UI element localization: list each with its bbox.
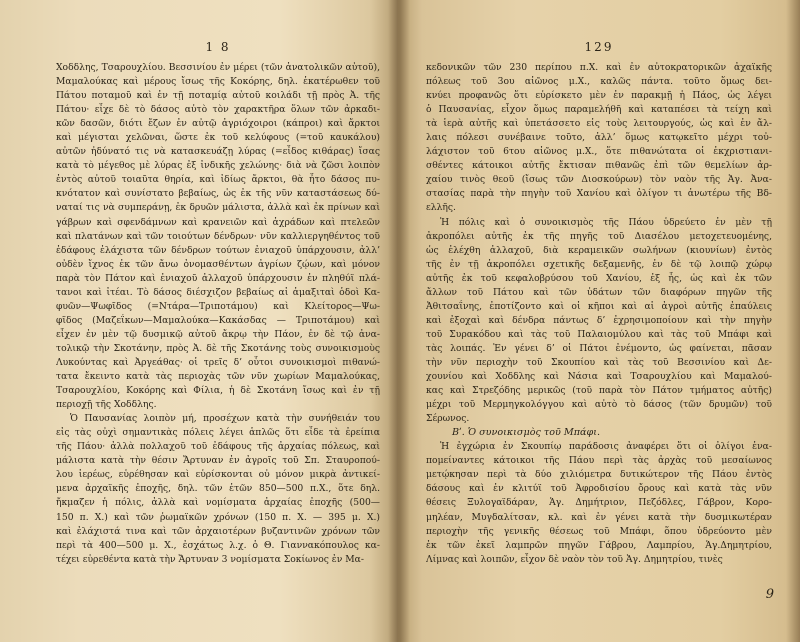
right-paragraph-2	[426, 216, 772, 427]
text-line: μάλιστα κατὰ τὴν θέσιν Ἄρτυναν ἐν ἀγροῖς τοῦ Σπ. Σταυροπού-	[56, 455, 380, 467]
text-line: μέχρι τοῦ Μερμηγκολόγγου καὶ αὐτὸ τὸ δάσος (τῶν δρυμῶν) τοῦ	[426, 399, 772, 411]
text-line: τέχει εὑρεθέντα κατὰ τὴν Ἄρτυναν 3 νομίσματα Σοκίωνος ἐν Μα-	[56, 553, 364, 565]
text-line: Σέρωνος.	[426, 413, 470, 425]
text-line: ἐντὸς αὐτοῦ τοιαῦτα θηρία, καὶ ἰδίως ἄρκτοι, θὰ ἦτο δάσος πυ-	[56, 174, 380, 186]
signature-mark: 9	[765, 587, 774, 602]
page-edge-shadow	[786, 0, 800, 642]
text-line: κας καὶ Στρεζόδης μερικῶς (τοῦ παρὰ τὸν Πάτον τμήματος αὐτῆς)	[426, 385, 772, 397]
text-line: τοῦ Συρακόδου καὶ τὰς τοῦ Παλαιομύλου καὶ τὰς τοῦ Μπάφι καὶ	[426, 328, 772, 340]
text-line: κῶν δασῶν, διότι ἔζων ἐν αὐτῷ ἀγριόχοιροι (κάπροι) καὶ ἄρκτοι	[56, 118, 380, 130]
text-line: μετῴκησαν περὶ τὰ δύο χιλιόμετρα δυτικώτερον τῆς Πάου ἐντὸς	[426, 469, 772, 481]
text-line: οὐδὲν ἴχνος ἐκ τῶν ἄνω ὀνομασθέντων ἀγρίων ζῴων, καὶ μόνον	[56, 258, 380, 270]
text-line: τανοι καὶ ἰτέαι. Τὸ δάσος διέσχιζον βεβαίως αἱ ἀμαξιταὶ ὁδοὶ Κα-	[56, 286, 380, 298]
text-line: τῆς ἐν τῇ ἀκροπόλει σχετικῆς δεξαμενῆς, ἐν δὲ τῷ λοιπῷ χώρῳ	[426, 258, 772, 270]
right-page-text	[426, 61, 772, 567]
text-line: ὡς ἐλέχθη ἀλλαχοῦ, διὰ κεραμεικῶν σωλήνων (κιουνίων) ἐντὸς	[426, 244, 772, 256]
text-line: χουνίου καὶ Χοδδλης καὶ Νάσια καὶ Τσαρουχλίου καὶ Μαμαλού-	[426, 371, 772, 383]
text-line: κεδονικῶν τῶν 230 περίπου π.Χ. καὶ ἐν αὐτοκρατορικῶν ἀχαϊκῆς	[426, 62, 772, 73]
text-line: φυῶν—Ψωφῖδος (=Ντάρα—Τριποτάμου) καὶ Κλείτορος—Ψω-	[56, 300, 380, 312]
text-line: Λυκούντας καὶ Ἀργεάθας· οἱ τρεῖς δ’ οὗτοι συνοικισμοὶ πιθανώ-	[56, 356, 380, 368]
right-paragraph-1	[426, 61, 772, 216]
text-line: Ἡ ἐγχώρια ἐν Σκουπίῳ παράδοσις ἀναφέρει ὅτι οἱ ὀλίγοι ἐνα-	[440, 441, 772, 453]
text-line: Χοδδλης, Τσαρουχλίου. Βεσσινίου ἐν μέρει (τῶν ἀνατολικῶν αὐτοῦ),	[56, 62, 380, 73]
text-line: δάσους καὶ ἐν κλιτύϊ τοῦ Ἀφροδισίου ὄρους καὶ κατὰ τὰς νῦν	[426, 483, 772, 495]
text-line: λαις πόλεσι συνέβαινε τοῦτο, ἀλλ’ ὅμως κατῳκεῖτο μέχρι τοὐ-	[426, 132, 772, 144]
text-line: φῖδος (Μαζεΐκων—Μαμαλούκα—Κακάσδας — Τριποτάμου) καὶ	[56, 314, 380, 326]
text-line: Πάτου ποταμοῦ καὶ ἐν τῇ ποταμίᾳ αὐτοῦ κοιλάδι τῇ πρὸς Ἀ. τῆς	[56, 90, 380, 102]
text-line: ναταί τις νὰ συμπεράνῃ, ἐκ δρυῶν μάλιστα, ἀλλὰ καὶ ἐκ πρίνων καὶ	[56, 202, 380, 214]
text-line: καὶ ἐξοχαὶ καὶ δένδρα πάντως δ’ ἐχρησιμοποίουν καὶ τὴν πηγὴν	[426, 314, 772, 326]
text-line: εἰς τὰς οὐχὶ σημαντικὰς πόλεις λέγει ἁπλῶς ὅτι εἶδε τὰ ἐρείπια	[56, 427, 380, 439]
text-line: κατὰ τὸ μέγεθος μὲ λύρας ἐξ ἰνδικῆς χελώνης· διὰ νὰ ζῶσι λοιπὸν	[56, 160, 380, 172]
text-line: τῆς Πάου· ἀλλὰ πολλαχοῦ τοῦ ἐδάφους τῆς ἀρχαίας πόλεως, καὶ	[56, 441, 380, 453]
text-line: ἀκροπόλει αὐτῆς ἐκ τῆς πηγῆς τοῦ Διασέλου μετοχετευομένης,	[426, 230, 772, 242]
text-line: τὰ ἱερὰ αὐτῆς καὶ ὑπετάσσετο εἰς τοὺς λειτουργούς, ὡς καὶ ἐν ἄλ-	[426, 118, 772, 130]
text-line: τὴν νῦν περιοχὴν τοῦ Σκουπίου καὶ τὰς τοῦ Βεσσινίου καὶ Δε-	[426, 356, 772, 368]
text-line: πόλεως τοῦ 3ου αἰῶνος μ.Χ., καλῶς πάντα. τοῦτο ὅμως δει-	[426, 76, 772, 88]
text-line: ἐδάφους ἐλάχιστα τῶν δένδρων τούτων ἐνιαχοῦ ὑπάρχουσιν, ἀλλ’	[56, 244, 380, 256]
text-line: Ἀθιτσαΐνης, ἐποτίζοντο καὶ οἱ κῆποι καὶ αἱ ἀγροὶ αὐτῆς ἐπαύλεις	[426, 300, 772, 312]
text-line: κνότατον καὶ συνίστατο βεβαίως, ὡς ἐκ τῆς νῦν καταστάσεως δύ-	[56, 188, 380, 200]
left-paragraph-2	[56, 412, 380, 567]
text-line: περὶ τὰ 400—500 μ. Χ., ἐσχάτως λ.χ. ὁ Θ. Γιαννακόπουλος κα-	[56, 539, 380, 551]
text-line: Πάτου· εἶχε δὲ τὸ δάσος αὐτὸ τὸν χαρακτῆρα ὅλων τῶν ἀρκαδι-	[56, 104, 380, 116]
text-line: μενα ἀρχαϊκῆς ἐποχῆς, δηλ. τῶν ἐτῶν 850—500 π.Χ., ὅτε δηλ.	[56, 483, 380, 495]
section-heading: Βʹ. Ὁ συνοικισμὸς τοῦ Μπάφι.	[452, 427, 601, 439]
text-line: ἤκμαζεν ἡ πόλις, ἀλλὰ καὶ νομίσματα ἀρχαίας ἐποχῆς (500—	[56, 497, 380, 509]
left-page-number: 1 8	[205, 40, 231, 54]
text-line: Τσαρουχλίου, Κοκόρης καὶ Φίλια, ἡ δὲ Σκοτάνη ἴσως καὶ ἐν τῇ	[56, 385, 380, 397]
text-line: εἶχεν ἐν μὲν τῷ δυσμικῷ αὐτοῦ ἄκρῳ τὴν Πάον, ἐν δὲ τῷ ἀνα-	[56, 328, 380, 340]
text-line: θέσεις Ξυλογαϊδάραν, Ἁγ. Δημήτριον, Πεζόδλες, Γάβρον, Κορο-	[426, 497, 772, 509]
right-paragraph-3	[426, 440, 772, 566]
text-line: ἐκ τῶν ἐκεῖ λαμπρῶν πηγῶν Γάβρου, Λαμπρίου, Ἁγ.Δημητρίου,	[426, 539, 772, 551]
text-line: μηλέαν, Μυγδαλίτσαν, κλ. καὶ ἐν γένει κατὰ τὴν δυσμικωτέραν	[426, 511, 772, 523]
text-line: τὰς λοιπάς. Ἐν γένει δ’ οἱ Πάτοι ἐνέμοντο, ὡς φαίνεται, πᾶσαν	[426, 342, 772, 354]
text-line: πομείναντες κάτοικοι τῆς Πάου περὶ τὰς ἀρχὰς τοῦ μεσαίωνος	[426, 455, 772, 467]
text-line: τολικῷ τὴν Σκοτάνην, πρὸς Ἀ. δὲ τῆς Σκοτάνης τοὺς συνοικισμοὺς	[56, 342, 380, 354]
left-page	[0, 0, 398, 642]
left-page-text	[56, 61, 380, 567]
text-line: λάχιστον τοῦ 6του αἰῶνος μ.Χ., ὅτε πιθανώτατα οἱ ἐκχριστιανι-	[426, 146, 772, 158]
right-page	[398, 0, 800, 642]
text-line: περιοχῇ τῆς Χοδδλης.	[56, 399, 157, 411]
text-line: αὐτῶν ἠδύνατό τις νὰ κατασκευάζῃ λύρας (=εἶδος κιθάρας) ἴσας	[56, 146, 380, 158]
text-line: περιοχὴν τῆς γενικῆς θέσεως τοῦ Μπάφι, ὅπου ὑδρεύοντο μὲν	[426, 525, 772, 537]
text-line: τατα ἔκειντο κατὰ τὰς περιοχὰς τῶν νῦν χωρίων Μαμαλούκας,	[56, 371, 380, 383]
right-page-number: 129	[584, 40, 614, 54]
text-line: Ὁ Παυσανίας λοιπὸν μή, προσέχων κατὰ τὴν συνήθειάν του	[70, 413, 380, 425]
text-line: γάβρων καὶ σφενδάμνων καὶ κρανειῶν καὶ ἀχράδων καὶ πτελεῶν	[56, 216, 380, 228]
text-line: ἄλλων τοῦ Πάτου καὶ τῶν ὑδάτων τῶν διαφόρων πηγῶν τῆς	[426, 286, 772, 298]
left-paragraph-1	[56, 61, 380, 412]
text-line: αὐτῆς ἐκ τοῦ κεφαλοβρύσου τοῦ Χανίου, ἐξ ἧς, ὡς καὶ ἐκ τῶν	[426, 272, 772, 284]
text-line: καὶ μέγισται χελῶναι, ὥστε ἐκ τοῦ κελύφους (=τοῦ καυκάλου)	[56, 132, 380, 144]
text-line: Λίμνας καὶ λοιπῶν, εἶχον δὲ ναὸν τὸν τοῦ Ἁγ. Δημητρίου, τινὲς	[426, 553, 723, 565]
text-line: ὁ Παυσανίας, εἶχον ὅμως παραμελήθῆ καὶ καταπέσει τὰ τείχη καὶ	[426, 104, 772, 116]
text-line: στασίας παρὰ τὴν πηγὴν τοῦ Χανίου καὶ ὀλίγον τι ἀνωτέρω τῆς Βδ-	[426, 188, 772, 200]
text-line: λου ἱερέως, εὑρέθησαν καὶ εὑρίσκονται οὐ μόνον μικρὰ ἀντικεί-	[56, 469, 380, 481]
text-line: παρὰ τὸν Πάτον καὶ ἐνιαχοῦ ἀλλαχοῦ ὑπάρχουσιν ἐν πληθύϊ πλά-	[56, 272, 380, 284]
text-line: κνύει προφανῶς ὅτι εὑρίσκετο μὲν ἐν παρακμῇ ἡ Πάος, ὡς λέγει	[426, 90, 772, 102]
text-line: 150 π. Χ.) καὶ τῶν ῥωμαϊκῶν χρόνων (150 π. Χ. — 395 μ. Χ.)	[56, 511, 380, 523]
text-line: Μαμαλούκας καὶ μέρους ἴσως τῆς Κοκόρης, δηλ. ἑκατέρωθεν τοῦ	[56, 76, 380, 88]
text-line: ελλῆς.	[426, 202, 456, 214]
text-line: χαίου τινὸς θεοῦ (ἴσως τῶν Διοσκούρων) τὸν ναὸν τῆς Ἁγ. Ἀνα-	[426, 174, 772, 186]
text-line: καὶ πλατάνων καὶ τῶν τοιούτων δένδρων· νῦν καλλιεργηθέντος τοῦ	[56, 230, 380, 242]
text-line: Ἡ πόλις καὶ ὁ συνοικισμὸς τῆς Πάου ὑδρεύετο ἐν μὲν τῇ	[440, 216, 772, 228]
text-line: σθέντες κάτοικοι αὐτῆς ἔκτισαν πιθανῶς ἐπὶ τῶν θεμελίων ἀρ-	[426, 160, 772, 172]
text-line: καὶ ἐλάχιστά τινα καὶ τῶν ἀρχαιοτέρων βυζαντινῶν χρόνων τῶν	[56, 525, 380, 537]
